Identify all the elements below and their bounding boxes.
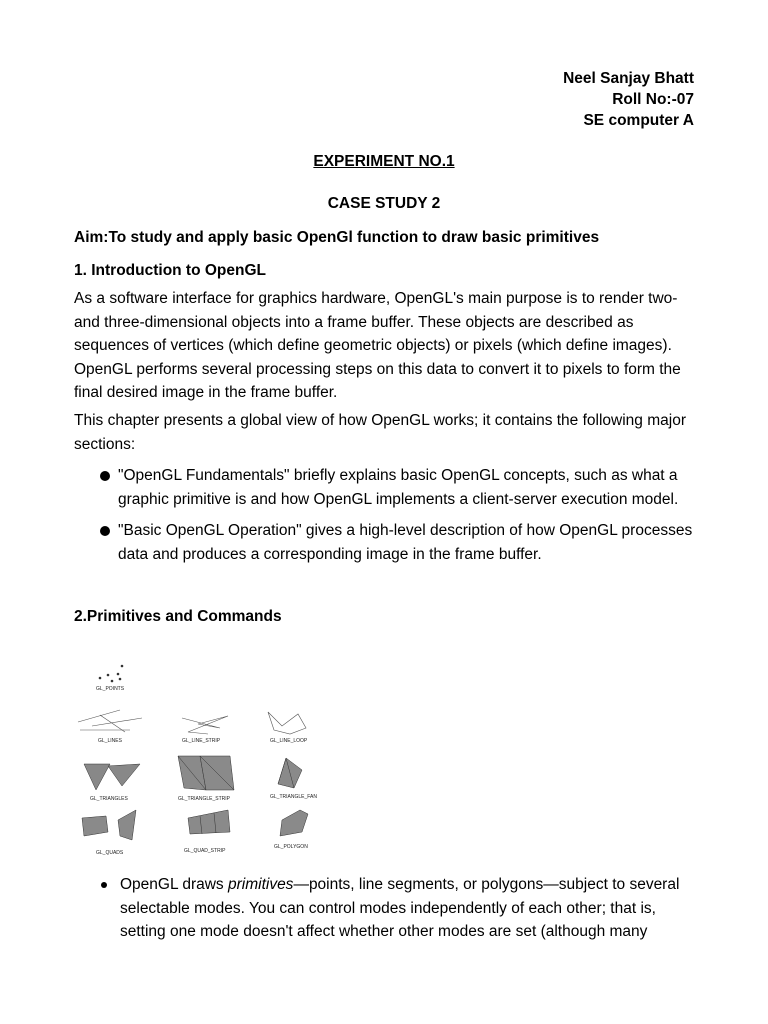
list-item	[74, 519, 694, 566]
figure-label: GL_TRIANGLE_STRIP	[178, 796, 230, 802]
author-name: Neel Sanjay Bhatt	[563, 70, 694, 87]
figure-label: GL_LINES	[98, 738, 122, 744]
bullet-icon	[100, 471, 110, 481]
figure-label: GL_QUADS	[96, 850, 124, 856]
gl-line-strip-diagram	[182, 716, 228, 734]
section1-heading: 1. Introduction to OpenGL	[74, 262, 267, 279]
section2-heading: 2.Primitives and Commands	[74, 608, 282, 625]
author-block	[563, 68, 694, 131]
experiment-title: EXPERIMENT NO.1	[313, 153, 455, 170]
figure-label: GL_LINE_STRIP	[182, 738, 221, 744]
section1-paragraph-2: This chapter presents a global view of how OpenGL works; it contains the following major sections:	[74, 412, 686, 453]
bullet-text-rest: —points, line segments, or polygons—subject to several selectable modes. You can control modes independently of each other; that is, setting one mode doesn't affect whether other modes are set (although many	[120, 876, 680, 940]
gl-lines-diagram	[78, 710, 142, 732]
roll-number: Roll No:-07	[612, 91, 694, 108]
gl-line-loop-diagram	[268, 712, 306, 734]
primitives-figure	[70, 660, 350, 860]
gl-quads-diagram	[82, 810, 136, 840]
bullet-icon	[101, 882, 107, 888]
case-study-title: CASE STUDY 2	[327, 195, 441, 212]
gl-quad-strip-diagram	[188, 810, 230, 834]
gl-polygon-diagram	[280, 810, 308, 836]
figure-label: GL_LINE_LOOP	[270, 738, 308, 744]
section1-paragraph-1: As a software interface for graphics hardware, OpenGL's main purpose is to render two- and three-dimensional objects into a frame buffer. These objects are described as sequences of vertices (which define geometric objects) or pixels (which define images). OpenGL performs several processing steps on this data to convert it to pixels to form the final desired image in the frame buffer.	[74, 290, 681, 401]
bullet-text-italic: primitives	[227, 876, 294, 893]
figure-label: GL_POINTS	[96, 686, 125, 692]
section1-bullet-list	[74, 464, 694, 574]
list-item	[74, 873, 694, 944]
list-item	[74, 464, 694, 511]
section2-bullet-list	[74, 873, 694, 952]
figure-label: GL_TRIANGLES	[90, 796, 128, 802]
figure-label: GL_TRIANGLE_FAN	[270, 794, 317, 800]
aim-heading: Aim:To study and apply basic OpenGl function to draw basic primitives	[74, 229, 600, 246]
class-name: SE computer A	[583, 112, 694, 129]
gl-triangle-strip-diagram	[178, 756, 234, 790]
bullet-text: "Basic OpenGL Operation" gives a high-level description of how OpenGL processes data and produces a corresponding image in the frame buffer.	[118, 522, 693, 563]
figure-label: GL_QUAD_STRIP	[184, 848, 226, 854]
bullet-text-prefix: OpenGL draws	[120, 876, 228, 893]
gl-points-diagram	[96, 665, 125, 692]
bullet-text: "OpenGL Fundamentals" briefly explains basic OpenGL concepts, such as what a graphic primitive is and how OpenGL implements a client-server execution model.	[118, 467, 679, 508]
bullet-icon	[100, 526, 110, 536]
gl-triangle-fan-diagram	[278, 758, 302, 788]
figure-label: GL_POLYGON	[274, 844, 308, 850]
gl-triangles-diagram	[84, 764, 140, 790]
